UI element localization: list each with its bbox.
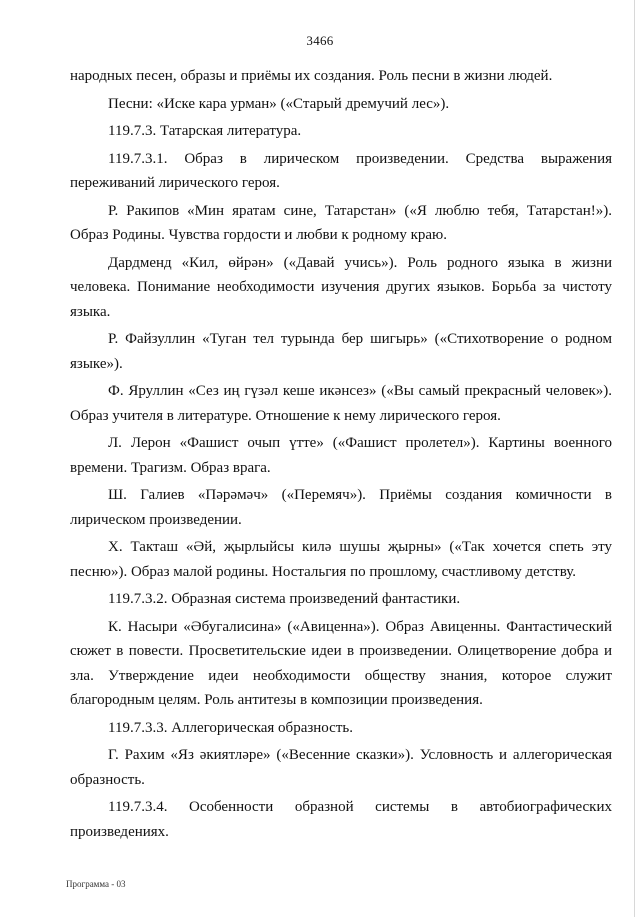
document-body xyxy=(70,64,612,847)
page-number: 3466 xyxy=(306,33,334,48)
scan-edge-line xyxy=(634,0,635,917)
footer-label: Программа - 03 xyxy=(66,879,126,889)
subsection-heading: 119.7.3.3. Аллегорическая образность. xyxy=(108,719,353,736)
subsection-heading: 119.7.3.2. Образная система произведений фантастики. xyxy=(108,591,461,607)
paragraph: Ш. Галиев «Пәрәмәч» («Перемяч»). Приёмы создания комичности в лирическом произведении. xyxy=(70,487,612,528)
paragraph: К. Насыри «Әбугалисина» («Авиценна»). Образ Авиценны. Фантастический сюжет в повести. Просветительские идеи в произведении. Олицетворение добра и зла. Утверждение идеи необходимости обществу знания, которое служит благородным целям. Роль антитезы в композиции произведения. xyxy=(70,618,612,708)
paragraph: Г. Рахим «Яз әкиятләре» («Весенние сказки»). Условность и аллегорическая образность. xyxy=(70,747,612,788)
paragraph: народных песен, образы и приёмы их создания. Роль песни в жизни людей. xyxy=(70,68,553,84)
paragraph: Л. Лерон «Фашист очып үтте» («Фашист пролетел»). Картины военного времени. Трагизм. Образ врага. xyxy=(70,435,612,476)
paragraph: Р. Ракипов «Мин яратам сине, Татарстан» («Я люблю тебя, Татарстан!»). Образ Родины. Чувства гордости и любви к родному краю. xyxy=(70,202,612,243)
paragraph: Песни: «Иске кара урман» («Старый дремучий лес»). xyxy=(108,95,450,112)
section-heading: 119.7.3. Татарская литература. xyxy=(108,123,302,139)
subsection-heading: 119.7.3.4. Особенности образной системы в автобиографических произведениях. xyxy=(70,799,612,840)
paragraph: Р. Файзуллин «Туган тел турында бер шигырь» («Стихотворение о родном языке»). xyxy=(70,331,612,372)
paragraph: Ф. Яруллин «Сез иң гүзәл кеше икәнсез» («Вы самый прекрасный человек»). Образ учителя в литературе. Отношение к нему лирического героя. xyxy=(70,383,612,424)
paragraph: Дардменд «Кил, өйрән» («Давай учись»). Роль родного языка в жизни человека. Понимание необходимости изучения других языков. Борьба за чистоту языка. xyxy=(70,254,612,320)
paragraph: Х. Такташ «Әй, җырлыйсы килә шушы җырны» («Так хочется спеть эту песню»). Образ малой родины. Ностальгия по прошлому, счастливому детству. xyxy=(70,539,612,580)
subsection-heading: 119.7.3.1. Образ в лирическом произведении. Средства выражения переживаний лирического героя. xyxy=(70,150,612,191)
